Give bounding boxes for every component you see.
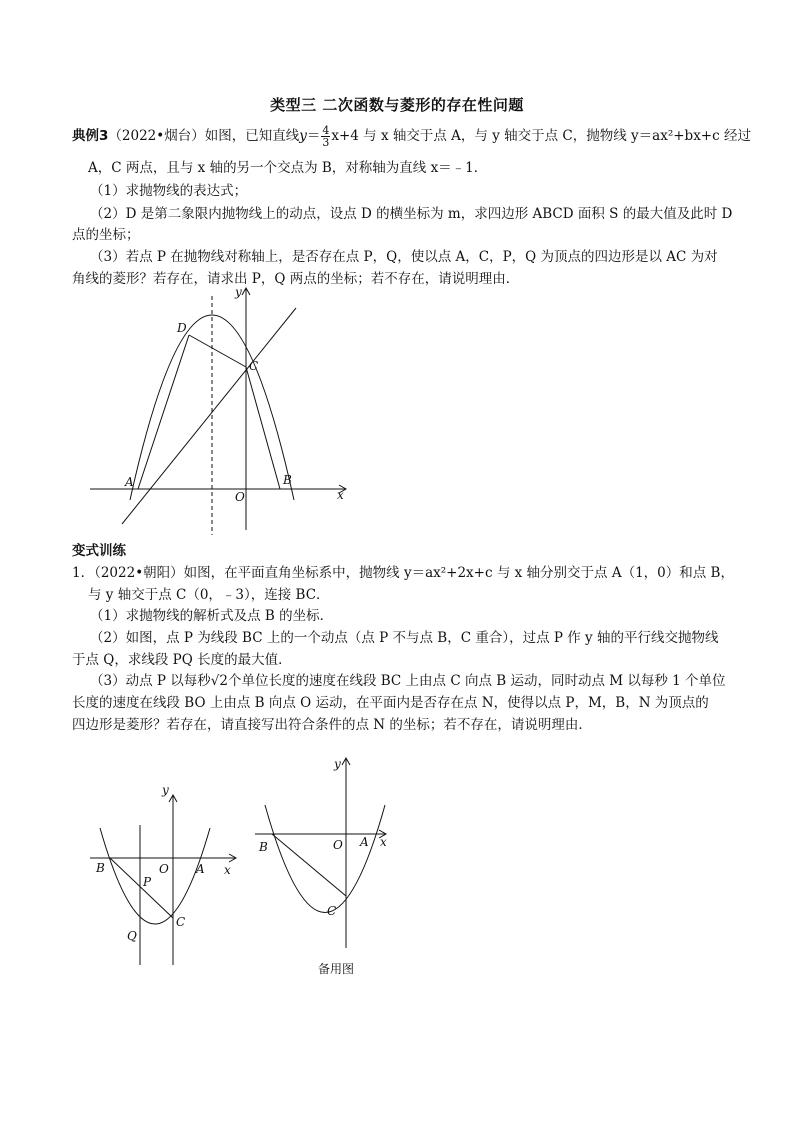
- example-question-3-cont: 角线的菱形？若存在，请求出 P，Q 两点的坐标；若不存在，请说明理由．: [72, 271, 520, 287]
- variant-q3-text-b: 个单位长度的速度在线段 BC 上由点 C 向点 B 运动，同时动点 M 以每秒 1 个单位: [227, 673, 726, 689]
- fig2-label-y: y: [162, 783, 169, 797]
- fig3-label-c: C: [327, 904, 337, 918]
- figure-3-diagram: [250, 750, 410, 950]
- variant-question-3-cont: 长度的速度在线段 BO 上由点 B 向点 O 运动，在平面内是否存在点 N，使得以点 P，M，B，N 为顶点的: [72, 695, 709, 711]
- fig1-label-a: A: [125, 475, 134, 489]
- page-title: 类型三 二次函数与菱形的存在性问题: [270, 96, 524, 114]
- fig3-label-x: x: [380, 835, 387, 849]
- variant-problem-line-1: 1．（2022•朝阳）如图，在平面直角坐标系中，抛物线 y＝ax²+2x+c 与 x 轴分别交于点 A（1，0）和点 B，: [72, 565, 734, 581]
- variant-problem-line-2: 与 y 轴交于点 C（0，﹣3），连接 BC．: [88, 587, 330, 603]
- fig1-line-ac: [122, 308, 296, 524]
- example-question-2-cont: 点的坐标；: [72, 227, 140, 243]
- variant-question-1: （1）求抛物线的解析式及点 B 的坐标．: [90, 608, 334, 624]
- sqrt-two: √2: [210, 673, 228, 689]
- example-question-1: （1）求抛物线的表达式；: [90, 183, 248, 199]
- fraction-four-thirds: [321, 125, 330, 148]
- fig1-label-b: B: [283, 473, 292, 487]
- example-line-1: [72, 125, 751, 148]
- example-source: （2022•烟台）如图，已知直线: [108, 128, 300, 144]
- fig2-label-c: C: [176, 915, 186, 929]
- figure-2-diagram: [85, 780, 245, 970]
- example-question-2: （2）D 是第二象限内抛物线上的动点，设点 D 的横坐标为 m，求四边形 ABCD 面积 S 的最大值及此时 D: [90, 206, 733, 222]
- fig1-label-c: C: [249, 359, 259, 373]
- fig2-label-a: A: [196, 862, 205, 876]
- fraction-denominator: 3: [322, 136, 330, 149]
- fig2-parabola: [100, 828, 210, 924]
- fraction-numerator: 4: [322, 124, 330, 137]
- fig2-label-o: O: [159, 862, 169, 876]
- fig3-label-y: y: [334, 757, 341, 771]
- fig2-label-q: Q: [127, 929, 137, 943]
- variant-heading: 变式训练: [72, 543, 126, 559]
- fig3-label-a: A: [360, 835, 369, 849]
- example-equals: ＝: [306, 128, 321, 144]
- example-question-3: （3）若点 P 在抛物线对称轴上，是否存在点 P，Q，使以点 A，C，P，Q 为顶点的四边形是以 AC 为对: [90, 249, 718, 265]
- variant-question-3: [90, 670, 726, 692]
- fig3-label-b: B: [259, 840, 268, 854]
- variant-question-3-cont-2: 四边形是菱形？若存在，请直接写出符合条件的点 N 的坐标；若不存在，请说明理由．: [72, 717, 592, 733]
- figure-1-diagram: [80, 280, 370, 535]
- example-label: 典例3: [72, 128, 109, 144]
- variant-question-2: （2）如图，点 P 为线段 BC 上的一个动点（点 P 不与点 B，C 重合），过点 P 作 y 轴的平行线交抛物线: [90, 630, 719, 646]
- variant-question-2-cont: 于点 Q，求线段 PQ 长度的最大值．: [72, 652, 292, 668]
- fig2-label-p: P: [143, 875, 152, 889]
- fig1-segment-dc: [189, 335, 246, 367]
- fig1-segment-ad: [138, 335, 189, 489]
- fig1-label-o: O: [235, 490, 245, 504]
- example-line-1-rest: x+4 与 x 轴交于点 A，与 y 轴交于点 C，抛物线 y＝ax²+bx+c 经过: [331, 128, 751, 144]
- fig2-label-b: B: [96, 861, 105, 875]
- example-line-2: A，C 两点，且与 x 轴的另一个交点为 B，对称轴为直线 x＝﹣1．: [88, 160, 488, 176]
- example-y-var: y: [299, 128, 307, 144]
- fig3-label-o: O: [333, 838, 343, 852]
- fig2-label-x: x: [224, 863, 231, 877]
- fig1-label-d: D: [177, 321, 187, 335]
- fig1-label-x: x: [337, 488, 344, 502]
- fig3-parabola: [265, 805, 385, 913]
- fig1-label-y: y: [235, 285, 242, 299]
- variant-q3-text-a: （3）动点 P 以每秒: [90, 673, 211, 689]
- figure-3-caption: 备用图: [318, 962, 355, 976]
